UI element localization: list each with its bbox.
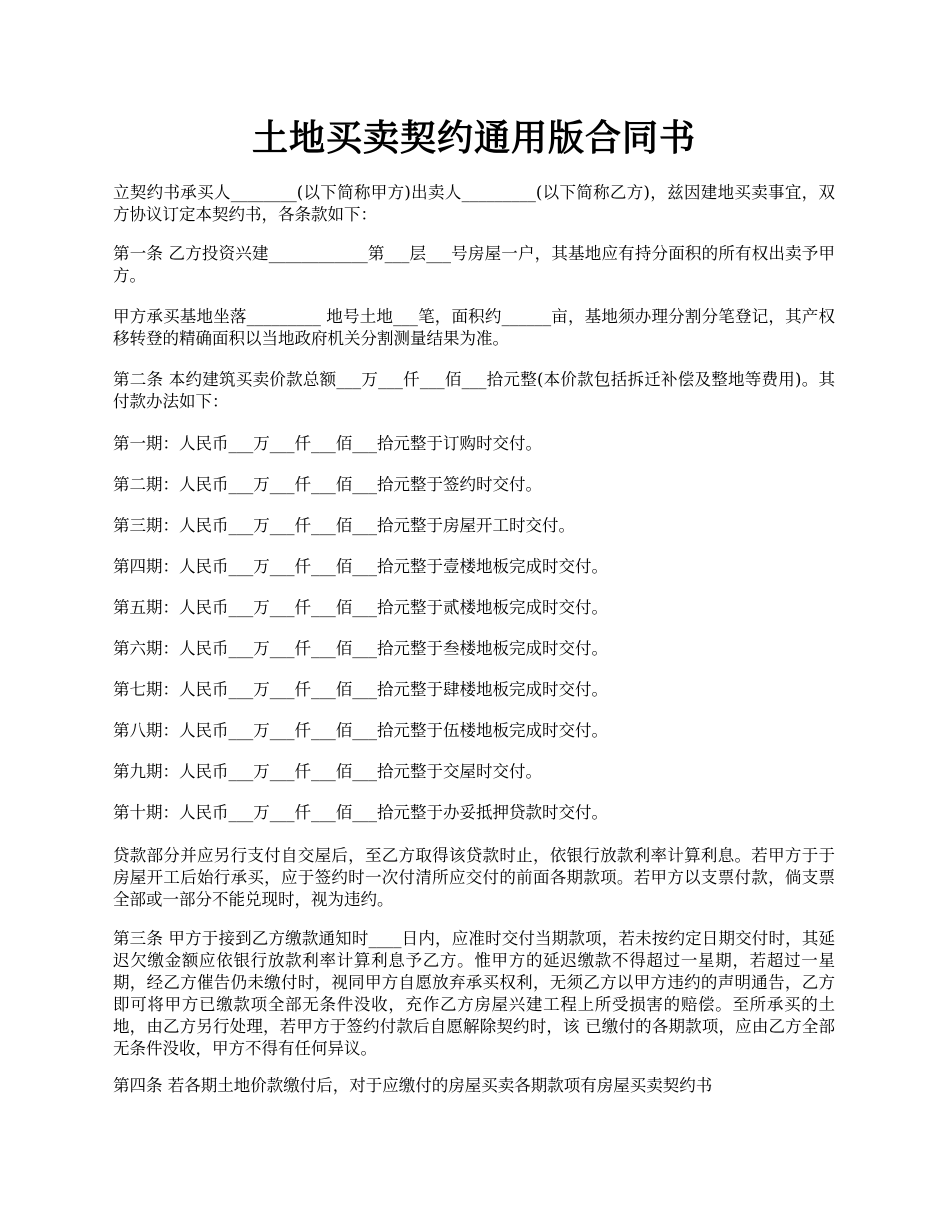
article-3-paragraph: 第三条 甲方于接到乙方缴款通知时____日内，应准时交付当期款项，若未按约定日期交付时，其延迟欠缴金额应依银行放款利率计算利息予乙方。惟甲方的延迟缴款不得超过一星期，若超过一星期，经乙方催告仍未缴付时，视同甲方自愿放弃承买权利，无须乙方以甲方违约的声明通告，乙方即可将甲方已缴款项全部无条件没收，充作乙方房屋兴建工程上所受损害的赔偿。至所承买的土地，由乙方另行处理，若甲方于签约付款后自愿解除契约时，该 已缴付的各期款项，应由乙方全部无条件没收，甲方不得有任何异议。 xyxy=(113,929,835,1058)
payment-period-4: 第四期：人民币___万___仟___佰___拾元整于壹楼地板完成时交付。 xyxy=(113,557,608,576)
article-2-paragraph: 第二条 本约建筑买卖价款总额___万___仟___佰___拾元整(本价款包括拆迁补偿及整地等费用)。其付款办法如下： xyxy=(113,370,835,411)
article-1-paragraph: 第一条 乙方投资兴建____________第___层___号房屋一户，其基地应有持分面积的所有权出卖予甲方。 xyxy=(113,244,835,285)
payment-period-9: 第九期：人民币___万___仟___佰___拾元整于交屋时交付。 xyxy=(113,762,542,781)
article-4-paragraph: 第四条 若各期土地价款缴付后，对于应缴付的房屋买卖各期款项有房屋买卖契约书 xyxy=(113,1076,713,1095)
payment-period-3: 第三期：人民币___万___仟___佰___拾元整于房屋开工时交付。 xyxy=(113,516,575,535)
payment-period-6: 第六期：人民币___万___仟___佰___拾元整于叁楼地板完成时交付。 xyxy=(113,639,608,658)
loan-interest-paragraph: 贷款部分并应另行支付自交屋后，至乙方取得该贷款时止，依银行放款利率计算利息。若甲方于于房屋开工后始行承买，应于签约时一次付清所应交付的前面各期款项。若甲方以支票付款，倘支票全部或一部分不能兑现时，视为违约。 xyxy=(113,846,835,909)
payment-period-8: 第八期：人民币___万___仟___佰___拾元整于伍楼地板完成时交付。 xyxy=(113,721,608,740)
preamble-paragraph: 立契约书承买人________(以下简称甲方)出卖人_________(以下简称乙方)，兹因建地买卖事宜，双方协议订定本契约书，各条款如下： xyxy=(113,183,835,224)
payment-period-7: 第七期：人民币___万___仟___佰___拾元整于肆楼地板完成时交付。 xyxy=(113,680,608,699)
payment-period-1: 第一期：人民币___万___仟___佰___拾元整于订购时交付。 xyxy=(113,434,542,453)
document-title: 土地买卖契约通用版合同书 xyxy=(251,117,696,159)
payment-period-10: 第十期：人民币___万___仟___佰___拾元整于办妥抵押贷款时交付。 xyxy=(113,803,608,822)
land-location-paragraph: 甲方承买基地坐落_________ 地号土地___笔，面积约______亩，基地须办理分割分笔登记，其产权移转登的精确面积以当地政府机关分割测量结果为准。 xyxy=(113,307,835,348)
payment-period-2: 第二期：人民币___万___仟___佰___拾元整于签约时交付。 xyxy=(113,475,542,494)
payment-period-5: 第五期：人民币___万___仟___佰___拾元整于贰楼地板完成时交付。 xyxy=(113,598,608,617)
